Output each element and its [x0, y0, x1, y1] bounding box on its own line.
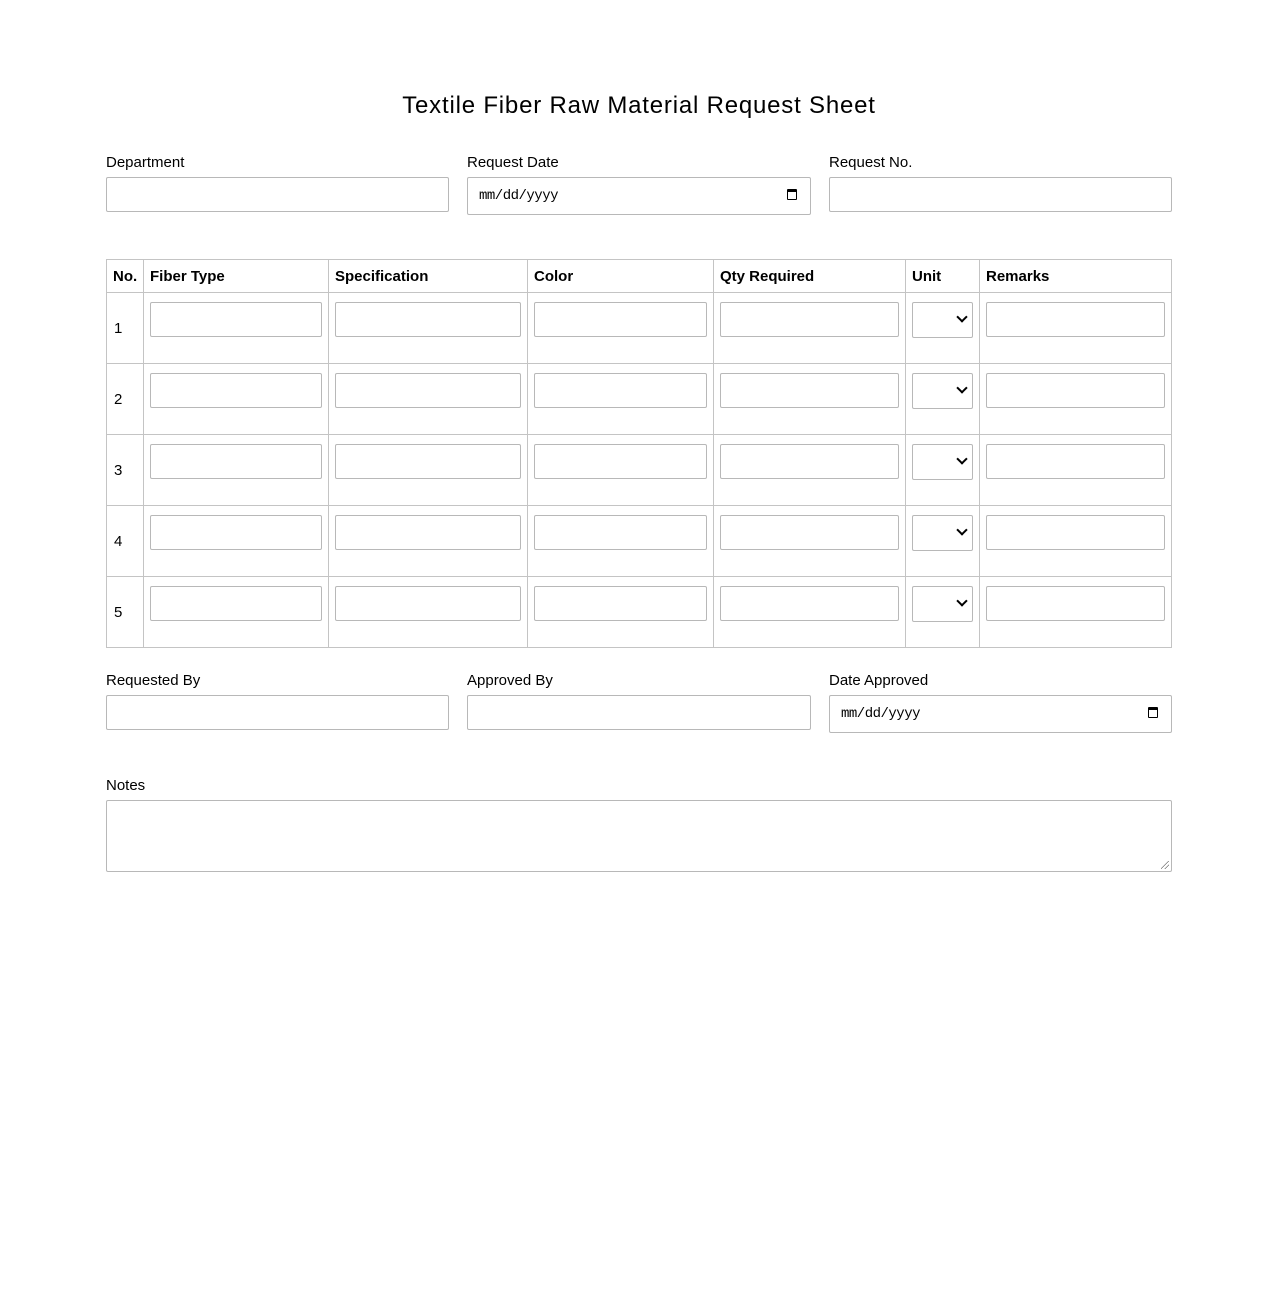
chevron-down-icon	[956, 382, 967, 393]
date-approved-placeholder: mm/dd/yyyy	[841, 706, 921, 722]
fiber-type-input[interactable]	[150, 444, 322, 479]
date-approved-label: Date Approved	[829, 672, 929, 689]
color-input[interactable]	[534, 586, 707, 621]
col-fiber-type: Fiber Type	[144, 260, 329, 293]
request-date-placeholder: mm/dd/yyyy	[479, 188, 559, 204]
request-date-field	[467, 154, 811, 215]
unit-select[interactable]	[912, 444, 973, 480]
requested-by-input[interactable]	[106, 695, 449, 730]
chevron-down-icon	[956, 524, 967, 535]
request-no-input[interactable]	[829, 177, 1172, 212]
unit-select[interactable]	[912, 373, 973, 409]
unit-select[interactable]	[912, 515, 973, 551]
qty-required-input[interactable]	[720, 302, 899, 337]
qty-required-input[interactable]	[720, 515, 899, 550]
col-no: No.	[107, 260, 144, 293]
remarks-input[interactable]	[986, 373, 1165, 408]
chevron-down-icon	[956, 595, 967, 606]
request-no-label: Request No.	[829, 154, 913, 171]
col-color: Color	[528, 260, 714, 293]
notes-field	[106, 777, 1172, 872]
calendar-icon[interactable]	[1148, 707, 1158, 718]
col-unit: Unit	[906, 260, 980, 293]
chevron-down-icon	[956, 311, 967, 322]
qty-required-input[interactable]	[720, 444, 899, 479]
approved-by-label: Approved By	[467, 672, 553, 689]
row-number: 3	[107, 435, 144, 506]
specification-input[interactable]	[335, 373, 521, 408]
unit-select[interactable]	[912, 586, 973, 622]
remarks-input[interactable]	[986, 515, 1165, 550]
table-row	[107, 506, 1172, 577]
department-field	[106, 154, 449, 212]
request-date-input[interactable]	[467, 177, 811, 215]
col-specification: Specification	[329, 260, 528, 293]
specification-input[interactable]	[335, 586, 521, 621]
table-row	[107, 364, 1172, 435]
color-input[interactable]	[534, 444, 707, 479]
department-label: Department	[106, 154, 185, 171]
row-number: 1	[107, 293, 144, 364]
remarks-input[interactable]	[986, 302, 1165, 337]
table-row	[107, 435, 1172, 506]
fiber-type-input[interactable]	[150, 586, 322, 621]
color-input[interactable]	[534, 302, 707, 337]
notes-textarea[interactable]	[106, 800, 1172, 872]
col-remarks: Remarks	[980, 260, 1172, 293]
page-title: Textile Fiber Raw Material Request Sheet	[402, 92, 876, 119]
request-no-field	[829, 154, 1172, 212]
row-number: 5	[107, 577, 144, 648]
requested-by-label: Requested By	[106, 672, 201, 689]
specification-input[interactable]	[335, 515, 521, 550]
unit-select[interactable]	[912, 302, 973, 338]
chevron-down-icon	[956, 453, 967, 464]
items-table	[106, 259, 1172, 648]
fiber-type-input[interactable]	[150, 373, 322, 408]
remarks-input[interactable]	[986, 444, 1165, 479]
date-approved-field	[829, 672, 1172, 733]
row-number: 4	[107, 506, 144, 577]
resize-grip-icon[interactable]	[1161, 861, 1169, 869]
calendar-icon[interactable]	[787, 189, 797, 200]
remarks-input[interactable]	[986, 586, 1165, 621]
table-row	[107, 577, 1172, 648]
table-row	[107, 293, 1172, 364]
request-date-label: Request Date	[467, 154, 559, 171]
table-header-row	[107, 260, 1172, 293]
notes-label: Notes	[106, 777, 146, 794]
approved-by-input[interactable]	[467, 695, 811, 730]
fiber-type-input[interactable]	[150, 302, 322, 337]
date-approved-input[interactable]	[829, 695, 1172, 733]
approved-by-field	[467, 672, 811, 730]
department-input[interactable]	[106, 177, 449, 212]
requested-by-field	[106, 672, 449, 730]
specification-input[interactable]	[335, 444, 521, 479]
color-input[interactable]	[534, 515, 707, 550]
row-number: 2	[107, 364, 144, 435]
qty-required-input[interactable]	[720, 586, 899, 621]
fiber-type-input[interactable]	[150, 515, 322, 550]
color-input[interactable]	[534, 373, 707, 408]
col-qty-required: Qty Required	[714, 260, 906, 293]
specification-input[interactable]	[335, 302, 521, 337]
qty-required-input[interactable]	[720, 373, 899, 408]
